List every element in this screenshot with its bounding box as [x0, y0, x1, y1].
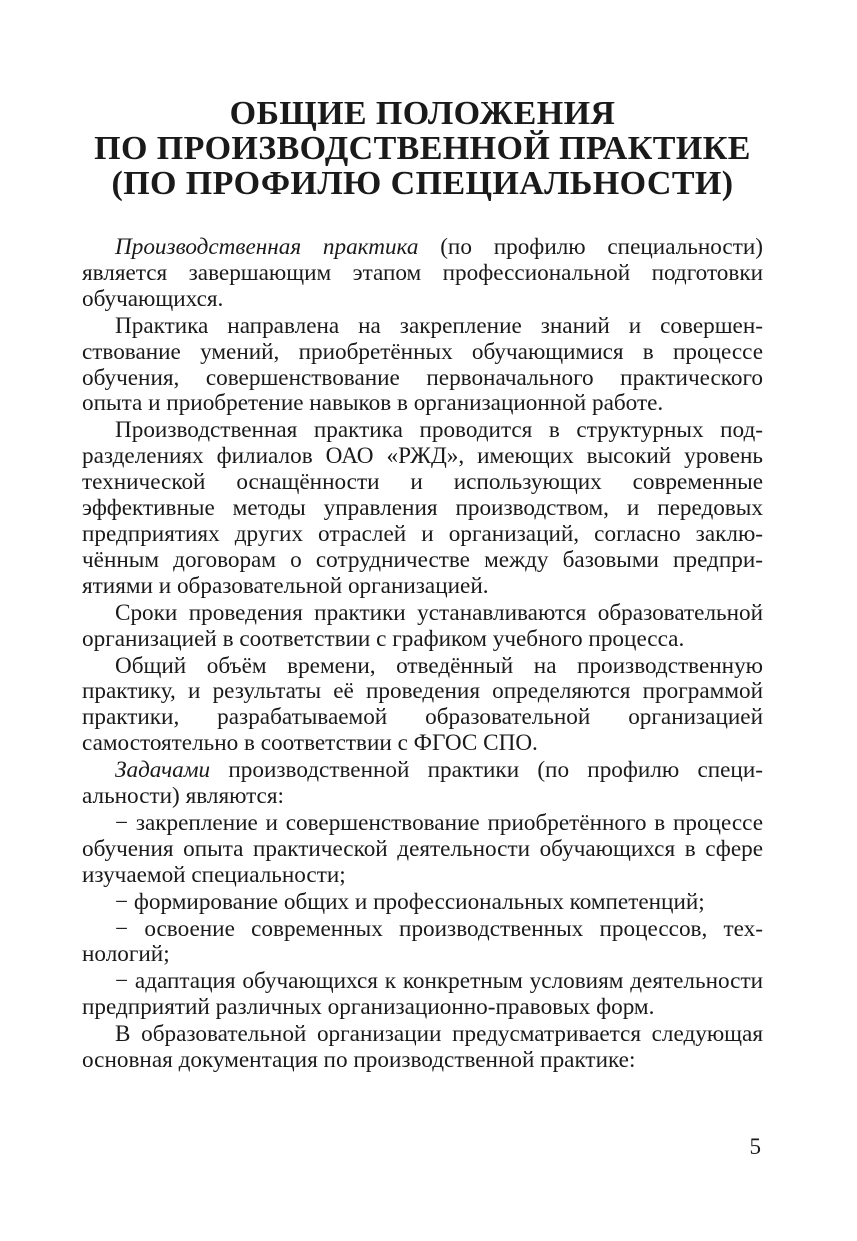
list-item: − освоение современных производственных процессов, технологий; — [82, 915, 763, 968]
title-line-2: ПО ПРОИЗВОДСТВЕННОЙ ПРАКТИКЕ — [94, 130, 751, 167]
list-item: − закрепление и совершенствование приобретённого в процессе обучения опыта практической деятельности обучающихся в сфере изучаемой специальности; — [82, 809, 763, 888]
page-content — [82, 96, 763, 1074]
paragraph-4: Сроки проведения практики устанавливаются образовательной организацией в соответствии с графиком учебного процесса. — [82, 599, 763, 652]
term-tasks: Задачами — [115, 757, 211, 784]
paragraph-1 — [82, 235, 763, 313]
paragraph-3: Производственная практика проводится в структурных подразделениях филиалов ОАО «РЖД», имеющих высокий уровень технической оснащённости и использующих современные эффективные методы управления производством, и передовых предприятиях других отраслей и организаций, согласно заключённым договорам о сотрудничестве между базовыми предприятиями и образовательной организацией. — [82, 417, 763, 599]
paragraph-6 — [82, 758, 763, 810]
paragraph-2: Практика направлена на закрепление знаний и совершенствование умений, приобретённых обучающимися в процессе обучения, совершенствование первоначального практического опыта и приобретение навыков в организационной работе. — [82, 312, 763, 417]
list-item: − формирование общих и профессиональных компетенций; — [115, 888, 705, 915]
list-item: − адаптация обучающихся к конкретным условиям деятельности предприятий различных организационно-правовых форм. — [82, 968, 763, 1021]
title-line-3: (ПО ПРОФИЛЮ СПЕЦИАЛЬНОСТИ) — [111, 165, 734, 202]
title-line-1: ОБЩИЕ ПОЛОЖЕНИЯ — [229, 95, 616, 132]
body-text — [82, 235, 763, 1074]
term-production-practice: Производственная практика — [115, 234, 419, 260]
paragraph-6-text: производственной практики (по профилю специальности) являются: — [82, 757, 763, 810]
page-title — [82, 96, 763, 201]
paragraph-5: Общий объём времени, отведённый на производственную практику, и результаты её проведения определяются программой практики, разрабатываемой образовательной организацией самостоятельно в соответствии с ФГОС СПО. — [82, 652, 763, 757]
paragraph-1-text: (по профилю специальности) является завершающим этапом профессиональной подготовки обучающихся. — [82, 234, 763, 312]
paragraph-7: В образовательной организации предусматривается следующая основная документация по производственной практике: — [82, 1021, 763, 1074]
page-number: 5 — [749, 1134, 761, 1159]
